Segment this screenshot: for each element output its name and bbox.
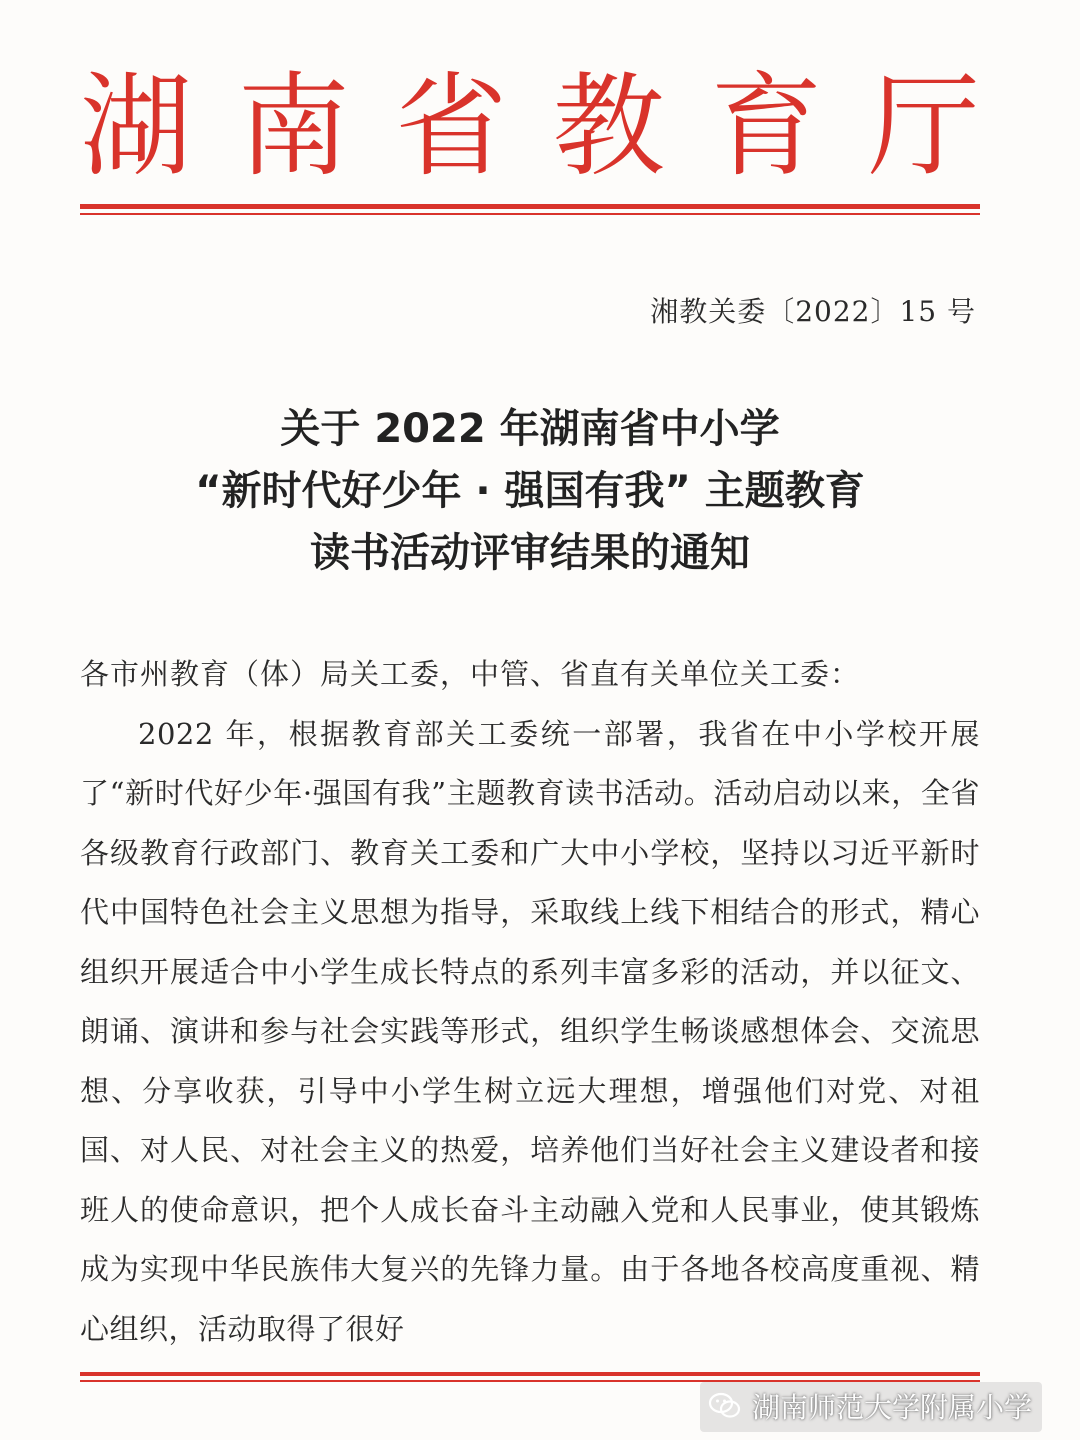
- issuer-char: 厅: [867, 62, 980, 192]
- watermark-text: 湖南师范大学附属小学: [751, 1391, 1032, 1424]
- issuer-char: 湖: [80, 62, 192, 192]
- document-body: [80, 645, 980, 1359]
- wechat-icon: [708, 1391, 742, 1421]
- issuer-char: 教: [552, 62, 665, 192]
- header-red-rule: [80, 204, 980, 209]
- footer-red-rule: [80, 1372, 980, 1376]
- issuer-char: 省: [395, 62, 508, 192]
- document-number: 湘教关委〔2022〕15 号: [650, 295, 976, 328]
- title-line-3: 读书活动评审结果的通知: [310, 530, 750, 576]
- issuer-header: [80, 62, 980, 192]
- salutation: 各市州教育（体）局关工委，中管、省直有关单位关工委：: [80, 657, 861, 691]
- title-line-1: 关于 2022 年湖南省中小学: [280, 406, 780, 452]
- source-watermark: [700, 1382, 1042, 1432]
- title-line-2: “新时代好少年 · 强国有我” 主题教育: [195, 468, 865, 514]
- body-paragraph: 2022 年，根据教育部关工委统一部署，我省在中小学校开展了“新时代好少年·强国有我”主题教育读书活动。活动启动以来，全省各级教育行政部门、教育关工委和广大中小学校，坚持以习近平新时代中国特色社会主义思想为指导，采取线上线下相结合的形式，精心组织开展适合中小学生成长特点的系列丰富多彩的活动，并以征文、朗诵、演讲和参与社会实践等形式，组织学生畅谈感想体会、交流思想、分享收获，引导中小学生树立远大理想，增强他们对党、对祖国、对人民、对社会主义的热爱，培养他们当好社会主义建设者和接班人的使命意识，把个人成长奋斗主动融入党和人民事业，使其锻炼成为实现中华民族伟大复兴的先锋力量。由于各地各校高度重视、精心组织，活动取得了很好: [80, 716, 980, 1346]
- issuer-char: 育: [710, 62, 823, 192]
- document-title: [80, 398, 980, 584]
- header-red-rule-thin: [80, 213, 980, 215]
- issuer-char: 南: [237, 62, 350, 192]
